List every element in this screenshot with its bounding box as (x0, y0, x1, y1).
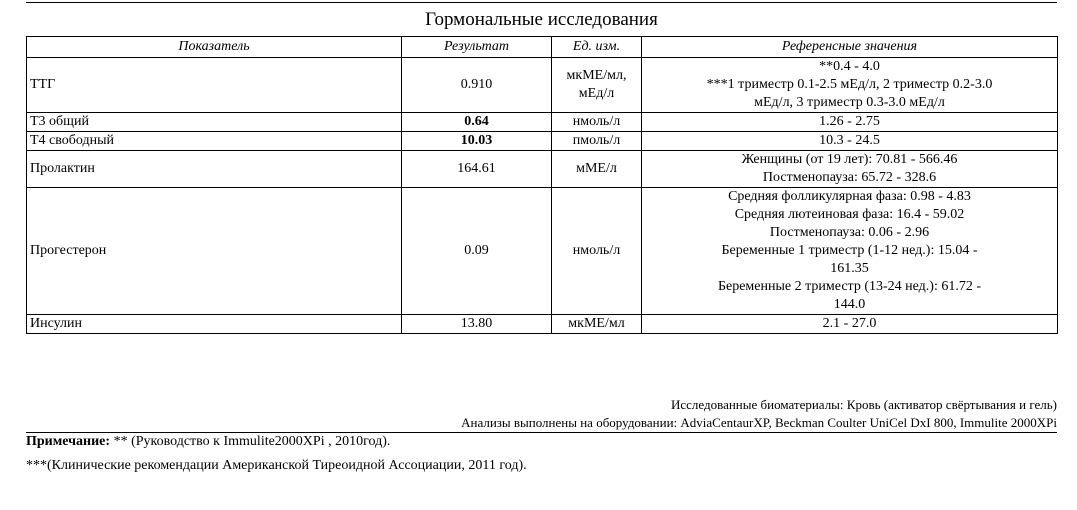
parameter-name: Инсулин (27, 315, 402, 334)
result-value: 0.910 (402, 58, 552, 113)
unit-cell (552, 132, 642, 151)
reference-line: **0.4 - 4.0 (819, 59, 880, 74)
reference-line: Средняя фолликулярная фаза: 0.98 - 4.83 (728, 189, 971, 204)
reference-line: Средняя лютеиновая фаза: 16.4 - 59.02 (734, 207, 965, 222)
reference-range (642, 113, 1058, 132)
unit-text: мкМЕ/мл, (566, 68, 627, 83)
unit-cell (552, 58, 642, 113)
unit-text: нмоль/л (572, 114, 621, 129)
reference-range (642, 315, 1058, 334)
reference-range (642, 58, 1058, 113)
unit-cell (552, 113, 642, 132)
parameter-name: Пролактин (27, 151, 402, 188)
result-value: 10.03 (402, 132, 552, 151)
table-row (27, 151, 1058, 188)
table-row (27, 132, 1058, 151)
parameter-name: Т3 общий (27, 113, 402, 132)
equipment-line: Анализы выполнены на оборудовании: AdviaCentaurXP, Beckman Coulter UniCel DxI 800, Immulite 2000XPi (461, 415, 1057, 430)
top-divider (26, 2, 1057, 3)
header-unit: Ед. изм. (552, 37, 642, 58)
unit-cell (552, 315, 642, 334)
reference-line: 1.26 - 2.75 (819, 114, 880, 129)
table-header-row (27, 37, 1058, 58)
header-result: Результат (402, 37, 552, 58)
result-value: 164.61 (402, 151, 552, 188)
reference-line: Беременные 2 триместр (13-24 нед.): 61.72 - (717, 279, 982, 294)
header-reference: Референсные значения (642, 37, 1058, 58)
reference-line: 10.3 - 24.5 (819, 133, 880, 148)
header-parameter: Показатель (27, 37, 402, 58)
unit-text: мкМЕ/мл (568, 316, 625, 331)
parameter-name: Прогестерон (27, 188, 402, 315)
result-value: 0.09 (402, 188, 552, 315)
reference-line: 161.35 (830, 261, 869, 276)
reference-range (642, 151, 1058, 188)
unit-text: мМЕ/л (576, 161, 617, 176)
table-row (27, 113, 1058, 132)
note-line-2: ***(Клинические рекомендации Американской Тиреоидной Ассоциации, 2011 год). (26, 458, 527, 473)
reference-line: Постменопауза: 65.72 - 328.6 (762, 170, 937, 185)
unit-cell (552, 151, 642, 188)
note-text-1: ** (Руководство к Immulite2000XPi , 2010год). (110, 434, 391, 449)
unit-cell (552, 188, 642, 315)
section-title: Гормональные исследования (425, 9, 658, 30)
result-value: 13.80 (402, 315, 552, 334)
reference-line: Женщины (от 19 лет): 70.81 - 566.46 (741, 152, 958, 167)
table-row (27, 315, 1058, 334)
biomaterials-line: Исследованные биоматериалы: Кровь (активатор свёртывания и гель) (670, 397, 1057, 412)
reference-line: мЕд/л, 3 триместр 0.3-3.0 мЕд/л (754, 95, 945, 110)
table-row (27, 58, 1058, 113)
note-line-1 (26, 433, 390, 451)
parameter-name: Т4 свободный (27, 132, 402, 151)
reference-line: Постменопауза: 0.06 - 2.96 (769, 225, 930, 240)
reference-line: 2.1 - 27.0 (822, 316, 877, 331)
unit-text: мЕд/л (578, 86, 615, 101)
result-value: 0.64 (402, 113, 552, 132)
unit-text: нмоль/л (572, 243, 621, 258)
reference-range (642, 132, 1058, 151)
reference-line: ***1 триместр 0.1-2.5 мЕд/л, 2 триместр 0.2-3.0 (706, 77, 993, 92)
results-table (26, 36, 1058, 334)
parameter-name: ТТГ (27, 58, 402, 113)
note-label: Примечание: (26, 434, 111, 449)
reference-line: Беременные 1 триместр (1-12 нед.): 15.04 - (721, 243, 978, 258)
reference-range (642, 188, 1058, 315)
unit-text: пмоль/л (572, 133, 621, 148)
reference-line: 144.0 (833, 297, 866, 312)
table-row (27, 188, 1058, 315)
